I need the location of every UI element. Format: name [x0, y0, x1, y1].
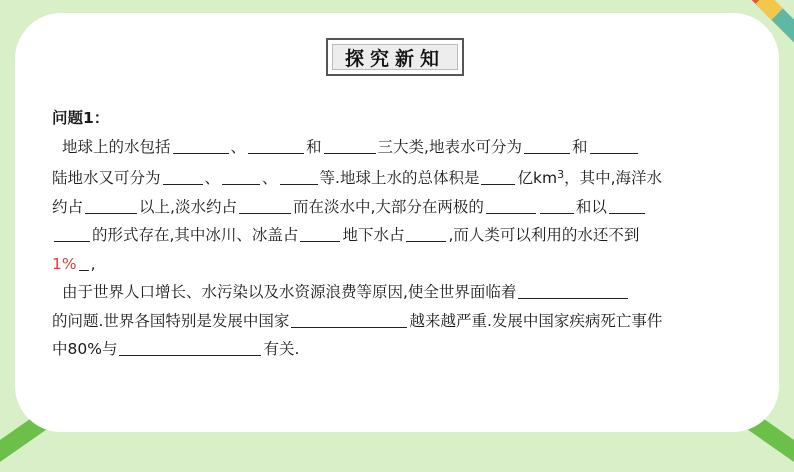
text-line-2 — [52, 161, 762, 193]
blank-field[interactable] — [486, 195, 536, 214]
text-segment: 由于世界人口增长、水污染以及水资源浪费等原因,使全世界面临着 — [62, 283, 517, 301]
text-segment: 地球上的水包括 — [62, 137, 171, 156]
title-box — [326, 38, 464, 76]
text-segment: 地下水占 — [342, 226, 405, 244]
text-line-5 — [52, 250, 762, 279]
blank-field[interactable] — [291, 309, 407, 328]
blank-field[interactable] — [406, 223, 446, 242]
text-segment: 和 — [571, 137, 588, 156]
text-segment: ，其中,海洋水 — [564, 169, 662, 187]
blank-field[interactable] — [173, 135, 229, 154]
superscript: 3 — [557, 168, 565, 181]
blank-field[interactable] — [85, 195, 137, 214]
blank-field[interactable] — [481, 166, 515, 185]
text-segment: , — [90, 254, 96, 273]
blank-field[interactable] — [609, 195, 645, 214]
text-segment: 越来越严重.发展中国家疾病死亡事件 — [409, 311, 663, 330]
blank-field[interactable] — [300, 223, 340, 242]
text-line-4 — [52, 221, 762, 250]
blank-field[interactable] — [119, 337, 261, 356]
text-line-1 — [52, 133, 762, 162]
blank-field[interactable] — [248, 135, 304, 154]
text-segment: 、 — [204, 169, 221, 187]
text-segment: 和以 — [575, 197, 607, 216]
blank-field[interactable] — [222, 166, 260, 185]
blank-field[interactable] — [518, 280, 628, 299]
text-line-3 — [52, 193, 762, 222]
text-line-6 — [52, 278, 762, 307]
blank-field[interactable] — [79, 252, 89, 271]
text-segment: 三大类,地表水可分为 — [377, 137, 522, 156]
text-line-7 — [52, 307, 762, 336]
blank-field[interactable] — [54, 223, 90, 242]
text-segment: 有关. — [263, 340, 300, 358]
text-segment: 中80%与 — [52, 340, 118, 358]
text-segment: 和 — [306, 137, 322, 156]
blank-field[interactable] — [590, 135, 638, 154]
text-segment: 的问题.世界各国特别是发展中国家 — [52, 311, 290, 330]
blank-field[interactable] — [324, 135, 376, 154]
text-segment: 的形式存在,其中冰川、冰盖占 — [92, 226, 299, 244]
blank-field[interactable] — [163, 166, 203, 185]
text-segment: 、 — [230, 137, 247, 156]
text-segment: ,而人类可以利用的水还不到 — [448, 226, 640, 244]
blank-field[interactable] — [239, 195, 291, 214]
text-segment: 约占 — [52, 197, 84, 216]
text-segment: 以上,淡水约占 — [139, 197, 237, 216]
text-segment: 而在淡水中,大部分在两极的 — [292, 197, 484, 216]
text-segment: 、 — [262, 169, 278, 187]
question-content — [52, 104, 762, 364]
blank-field[interactable] — [540, 195, 574, 214]
text-segment: 陆地水又可分为 — [52, 169, 161, 187]
question-label: 问题1： — [52, 109, 110, 127]
page-title: 探究新知 — [332, 44, 458, 70]
blank-field[interactable] — [280, 166, 318, 185]
question-label-line — [52, 104, 762, 133]
percent-value: 1% — [52, 254, 77, 273]
text-line-8 — [52, 335, 762, 364]
blank-field[interactable] — [524, 135, 570, 154]
text-segment: 亿km — [517, 169, 558, 187]
text-segment: 等.地球上水的总体积是 — [319, 169, 480, 187]
